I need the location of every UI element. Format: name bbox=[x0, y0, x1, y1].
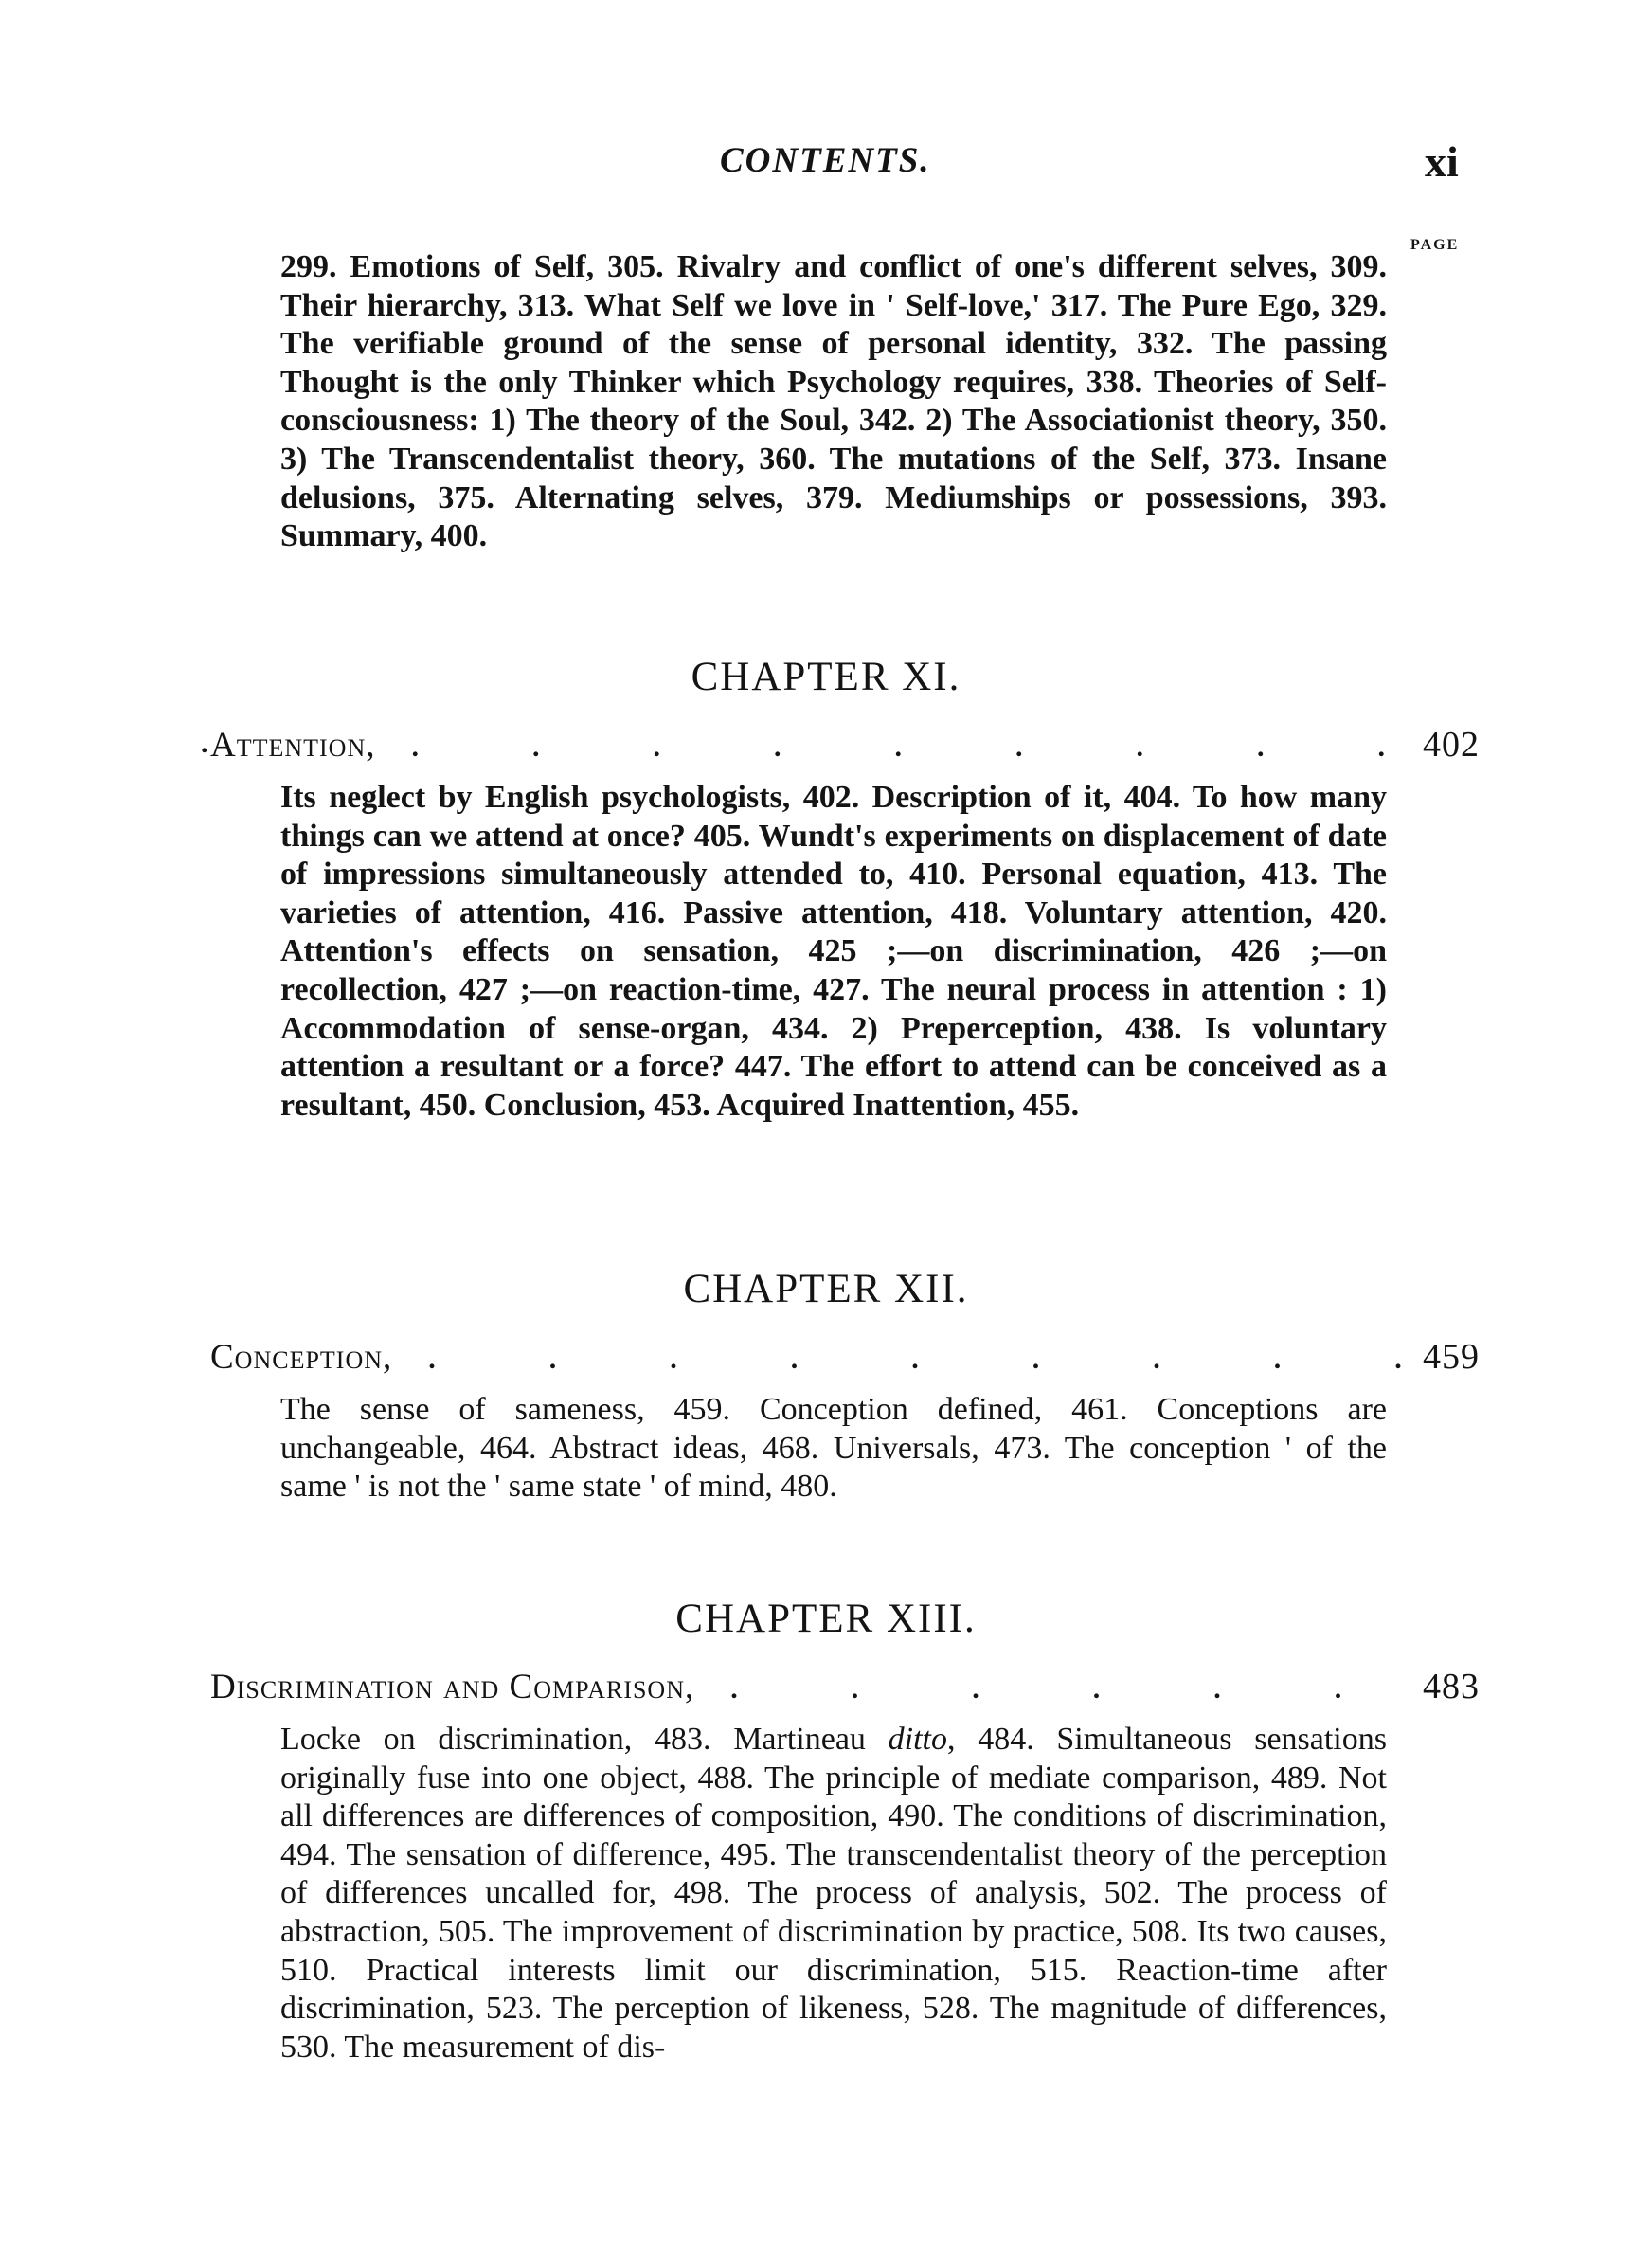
chapter-xii-heading: CHAPTER XII. bbox=[683, 1267, 969, 1311]
chapter-xi-heading: CHAPTER XI. bbox=[691, 655, 961, 699]
toc-entry-discrimination[interactable] bbox=[210, 1666, 1480, 1707]
chapter-xiii-heading: CHAPTER XIII. bbox=[675, 1597, 977, 1641]
toc-entry-attention[interactable] bbox=[210, 724, 1480, 766]
summary-text: , 484. Simultaneous sensations originally fuse into one object, 488. The principle of mediate comparison, 489. Not all differences are differences of composition, 490. The conditions of discrimination, 494. The sensation of difference, 495. The transcendentalist theory of the perception of differences uncalled for, 498. The process of analysis, 502. The process of abstraction, 505. The improvement of discrimination by practice, 508. Its two causes, 510. Practical interests limit our discrimination, 515. Reaction-time after discrimination, 523. The perception of likeness, 528. The magnitude of differences, 530. The measurement of dis- bbox=[280, 1722, 1387, 2065]
summary-text: Locke on discrimination, 483. Martineau bbox=[280, 1722, 889, 1757]
toc-entry-title: Conception, bbox=[210, 1338, 393, 1377]
chapter-x-summary-continuation: 299. Emotions of Self, 305. Rivalry and conflict of one's different selves, 309. Their hierarchy, 313. What Self we love in ' Self-love,' 317. The Pure Ego, 329. The verifiable ground of the sense of personal identity, 332. The passing Thought is the only Thinker which Psychology requires, 338. Theories of Self-consciousness: 1) The theory of the Soul, 342. 2) The Associationist theory, 350. 3) The Transcendentalist theory, 360. The mutations of the Self, 373. Insane delusions, 375. Alternating selves, 379. Mediumships or possessions, 393. Summary, 400. bbox=[280, 249, 1387, 554]
toc-entry-page: 402 bbox=[1423, 725, 1480, 765]
summary-italic: ditto bbox=[888, 1722, 947, 1757]
page-number: xi bbox=[1425, 137, 1459, 186]
chapter-xiii-summary bbox=[280, 1721, 1387, 2067]
dot-leader bbox=[428, 1337, 1411, 1378]
toc-entry-page: 483 bbox=[1423, 1667, 1480, 1706]
dot-leader bbox=[412, 725, 1412, 766]
chapter-xi-summary: Its neglect by English psychologists, 402. Description of it, 404. To how many things can we attend at once? 405. Wundt's experiments on displacement of date of impressions simultaneously attended to, 410. Personal equation, 413. The varieties of attention, 416. Passive attention, 418. Voluntary attention, 420. Attention's effects on sensation, 425 ;—on discrimination, 426 ;—on recollection, 427 ;—on reaction-time, 427. The neural process in attention : 1) Accommodation of sense-organ, 434. 2) Preperception, 438. Is voluntary attention a resultant or a force? 447. The effort to attend can be conceived as a resultant, 450. Conclusion, 453. Acquired Inattention, 455. bbox=[280, 780, 1387, 1123]
toc-entry-title: Attention, bbox=[210, 726, 376, 765]
toc-entry-conception[interactable] bbox=[210, 1336, 1480, 1378]
chapter-xii-summary: The sense of sameness, 459. Conception defined, 461. Conceptions are unchangeable, 464. Abstract ideas, 468. Universals, 473. The conception ' of the same ' is not the ' same state ' of mind, 480. bbox=[280, 1392, 1387, 1505]
toc-entry-page: 459 bbox=[1423, 1337, 1480, 1377]
running-head: CONTENTS. bbox=[720, 141, 931, 180]
dot-leader bbox=[730, 1667, 1411, 1707]
toc-entry-title: Discrimination and Comparison, bbox=[210, 1668, 695, 1706]
page-column-label: PAGE bbox=[1410, 237, 1460, 253]
margin-mark: . bbox=[201, 728, 208, 759]
